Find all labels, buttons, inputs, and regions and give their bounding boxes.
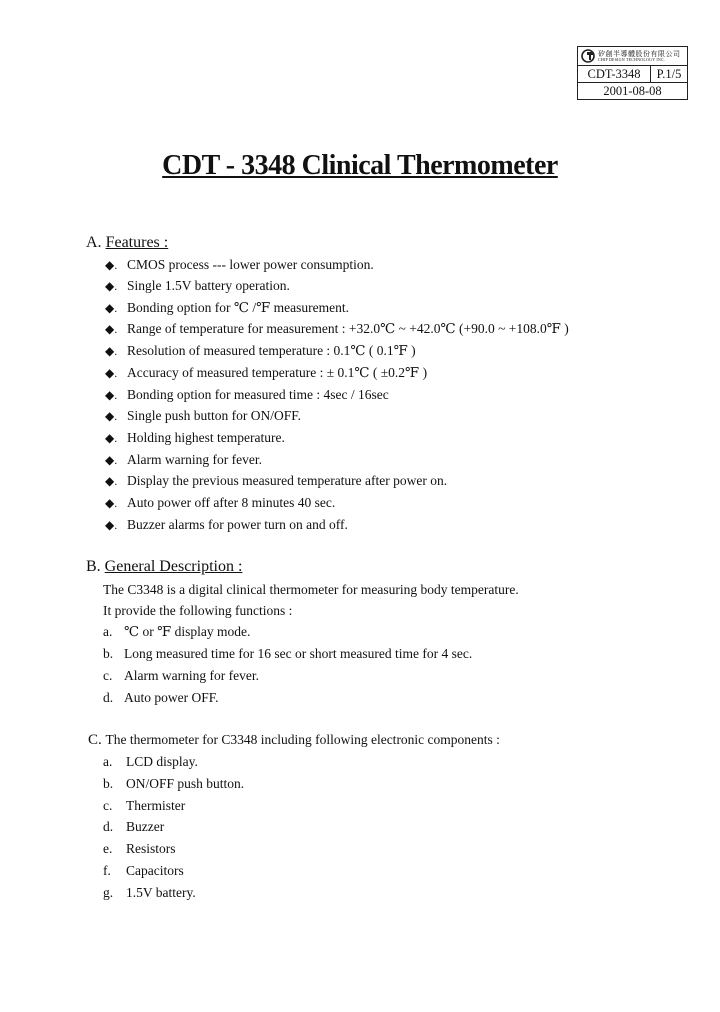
function-item: a. ℃ or ℉ display mode. — [103, 624, 251, 639]
feature-item: ◆. Buzzer alarms for power turn on and off. — [105, 517, 348, 532]
description-line: The C3348 is a digital clinical thermometer for measuring body temperature. — [103, 582, 519, 597]
bullet-diamond-icon: ◆. — [105, 388, 118, 402]
company-name-cn: 矽創半導體股份有限公司 — [598, 49, 681, 58]
feature-item: ◆. Auto power off after 8 minutes 40 sec. — [105, 495, 336, 510]
bullet-diamond-icon: ◆. — [105, 474, 118, 488]
section-a-title: Features : — [105, 234, 169, 251]
description-line: It provide the following functions : — [103, 603, 293, 618]
section-c-title: The thermometer for C3348 including following electronic components : — [105, 732, 500, 747]
company-emblem-icon — [581, 49, 595, 63]
feature-item: ◆. Single push button for ON/OFF. — [105, 408, 302, 423]
feature-item: ◆. Single 1.5V battery operation. — [105, 278, 290, 293]
function-item: b. Long measured time for 16 sec or short measured time for 4 sec. — [103, 646, 473, 661]
bullet-diamond-icon: ◆. — [105, 409, 118, 423]
feature-item: ◆. Alarm warning for fever. — [105, 452, 262, 467]
section-a-heading — [86, 234, 168, 252]
component-item: d. Buzzer — [103, 819, 165, 834]
doc-date: 2001-08-08 — [603, 83, 662, 98]
bullet-diamond-icon: ◆. — [105, 366, 118, 380]
bullet-diamond-icon: ◆. — [105, 344, 118, 358]
company-logo — [577, 46, 688, 66]
section-c-prefix: C. — [88, 732, 102, 748]
section-b-prefix: B. — [86, 558, 101, 575]
bullet-diamond-icon: ◆. — [105, 431, 118, 445]
function-item: c. Alarm warning for fever. — [103, 668, 259, 683]
page-number: P.1/5 — [656, 66, 682, 81]
bullet-diamond-icon: ◆. — [105, 322, 118, 336]
page-title: CDT - 3348 Clinical Thermometer — [162, 150, 558, 181]
bullet-diamond-icon: ◆. — [105, 301, 118, 315]
bullet-diamond-icon: ◆. — [105, 453, 118, 467]
bullet-diamond-icon: ◆. — [105, 496, 118, 510]
feature-item: ◆. Resolution of measured temperature : 0.1℃ ( 0.1℉ ) — [105, 343, 416, 358]
component-item: f. Capacitors — [103, 863, 184, 878]
component-item: b. ON/OFF push button. — [103, 776, 245, 791]
feature-item: ◆. Holding highest temperature. — [105, 430, 285, 445]
feature-item: ◆. Bonding option for ℃ /℉ measurement. — [105, 300, 349, 315]
component-item: e. Resistors — [103, 841, 176, 856]
feature-item: ◆. Range of temperature for measurement : +32.0℃ ~ +42.0℃ (+90.0 ~ +108.0℉ ) — [105, 321, 569, 336]
section-c-heading — [88, 732, 500, 749]
company-name-en: CHIP DESIGN TECHNOLOGY INC. — [598, 56, 666, 62]
document-header — [577, 46, 688, 100]
feature-item: ◆. Accuracy of measured temperature : ± 0.1℃ ( ±0.2℉ ) — [105, 365, 428, 380]
function-item: d. Auto power OFF. — [103, 690, 219, 705]
component-item: c. Thermister — [103, 798, 186, 813]
component-item: g. 1.5V battery. — [103, 885, 196, 900]
section-a-prefix: A. — [86, 234, 102, 251]
doc-code: CDT-3348 — [578, 66, 651, 82]
bullet-diamond-icon: ◆. — [105, 258, 118, 272]
section-b-heading — [86, 558, 242, 576]
component-item: a. LCD display. — [103, 754, 198, 769]
bullet-diamond-icon: ◆. — [105, 279, 118, 293]
section-b-title: General Description : — [104, 558, 243, 575]
feature-item: ◆. CMOS process --- lower power consumption. — [105, 257, 374, 272]
bullet-diamond-icon: ◆. — [105, 518, 118, 532]
feature-item: ◆. Bonding option for measured time : 4sec / 16sec — [105, 387, 389, 402]
feature-item: ◆. Display the previous measured temperature after power on. — [105, 473, 448, 488]
